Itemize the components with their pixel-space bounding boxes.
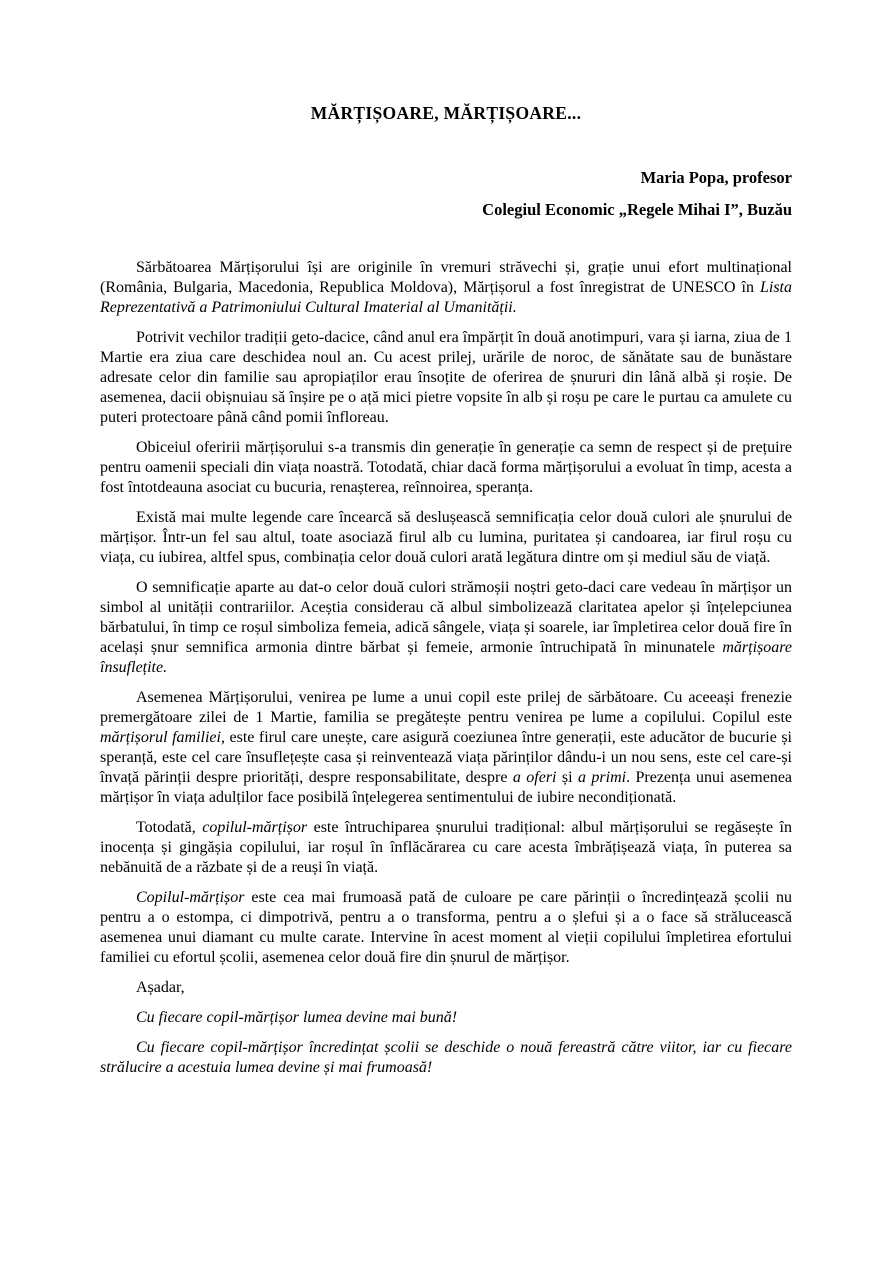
p-traditions (100, 328, 792, 428)
p-custom (100, 438, 792, 498)
p-embodiment (100, 818, 792, 878)
text-run: O semnificație aparte au dat-o celor două culori strămoșii noștri geto-daci care vedeau în mărțișor un simbol al unității contrariilor. Aceștia considerau că albul simbolizează claritatea apelor și înțelepciunea bărbatului, în timp ce roșul simboliza femeia, adică sângele, viața și soarele, iar împletirea celor două fire în același șnur semnifica armonia dintre bărbat și femeie, armonie întruchipată în minunatele (100, 579, 792, 656)
text-run: Obiceiul oferirii mărțișorului s-a transmis din generație în generație ca semn de respect și de prețuire pentru oamenii speciali din viața noastră. Totodată, chiar dacă forma mărțișorului a evoluat în timp, acesta a fost întotdeauna asociat cu bucuria, renașterea, reînnoirea, speranța. (100, 439, 792, 496)
text-run: Există mai multe legende care încearcă să deslușească semnificația celor două culori ale șnurului de mărțișor. Într-un fel sau altul, toate asociază firul alb cu lumina, puritatea și candoarea, iar firul roșu cu viața, cu iubirea, altfel spus, combinația celor două culori arată legătura dintre om și mediul său de viață. (100, 509, 792, 566)
p-school (100, 888, 792, 968)
text-run: Totodată, (136, 819, 203, 836)
text-run: este întruchiparea șnurului tradițional: albul mărțișorului se regăsește în inocența și gingășia copilului, iar roșul în înflăcărarea cu care acesta îmbrățișează viața, în puterea sa nebănuită de a răzbate și de a reuși în viață. (100, 819, 793, 876)
document-body (100, 258, 792, 1078)
p-legends (100, 508, 792, 568)
document-title: MĂRȚIȘOARE, MĂRȚIȘOARE... (310, 103, 582, 123)
text-run: Asemenea Mărțișorului, venirea pe lume a unui copil este prilej de sărbătoare. Cu aceeași frenezie premergătoare zilei de 1 Martie, familia se pregătește pentru venirea pe lume a copilului. Copilul este (100, 689, 792, 726)
text-run: . Prezența unui asemenea mărțișor în viața adulților face posibilă înțelegerea sentimentului de iubire necondiționată. (100, 769, 793, 806)
p-motto-1 (100, 1008, 792, 1028)
text-run: este cea mai frumoasă pată de culoare pe care părinții o încredințează școlii nu pentru a o estompa, ci dimpotrivă, pentru a o transforma, pentru a o șlefui și a o face să strălucească asemenea unui diamant cu multe carate. Intervine în acest moment al vieții copilului împletirea efortului familiei cu efortul școlii, asemenea celor două fire din șnurul de mărțișor. (100, 889, 792, 966)
italic-run: Cu fiecare copil-mărțișor încredințat școlii se deschide o nouă fereastră către viitor, iar cu fiecare strălucire a acestuia lumea devine și mai frumoasă! (100, 1039, 792, 1076)
italic-run: a primi (578, 769, 627, 786)
italic-run: copilul-mărțișor (202, 819, 308, 836)
italic-run: Cu fiecare copil-mărțișor lumea devine mai bună! (136, 1009, 458, 1026)
italic-run: Copilul-mărțișor (136, 889, 245, 906)
p-motto-2 (100, 1038, 792, 1078)
text-run: , este firul care unește, care asigură coeziunea între generații, este aducător de bucurie și speranță, este cel care însuflețește casa și reinventează viața părinților dându-i un nou sens, este cel care-și învață părinții despre priorități, despre responsabilitate, despre (100, 729, 793, 786)
text-run: Așadar, (136, 979, 185, 996)
italic-run: a oferi (512, 769, 557, 786)
affiliation-line: Colegiul Economic „Regele Mihai I”, Buzău (482, 200, 792, 219)
italic-run: mărțișoare însuflețite. (100, 639, 792, 676)
text-run: Potrivit vechilor tradiții geto-dacice, când anul era împărțit în două anotimpuri, vara și iarna, ziua de 1 Martie era ziua care deschidea noul an. Cu acest prilej, urările de noroc, de sănătate sau de bunăstare adresate celor din familie sau apropiaților erau însoțite de oferirea de șnururi din lână albă și roșie. De asemenea, dacii obișnuiau să înșire pe o ață mici pietre vopsite în alb și roșu pe care le purtau ca amulete cu puteri protectoare până când pomii înfloreau. (100, 329, 792, 426)
text-run: și (556, 769, 578, 786)
p-origins (100, 258, 792, 318)
p-child (100, 688, 792, 808)
italic-run: mărțișorul familiei (100, 729, 221, 746)
p-asadar (100, 978, 792, 998)
author-line: Maria Popa, profesor (640, 168, 792, 187)
italic-run: Lista Reprezentativă a Patrimoniului Cultural Imaterial al Umanității. (100, 279, 792, 316)
text-run: Sărbătoarea Mărțișorului își are originile în vremuri străvechi și, grație unui efort multinațional (România, Bulgaria, Macedonia, Republica Moldova), Mărțișorul a fost înregistrat de UNESCO în (100, 259, 792, 296)
p-significance (100, 578, 792, 678)
